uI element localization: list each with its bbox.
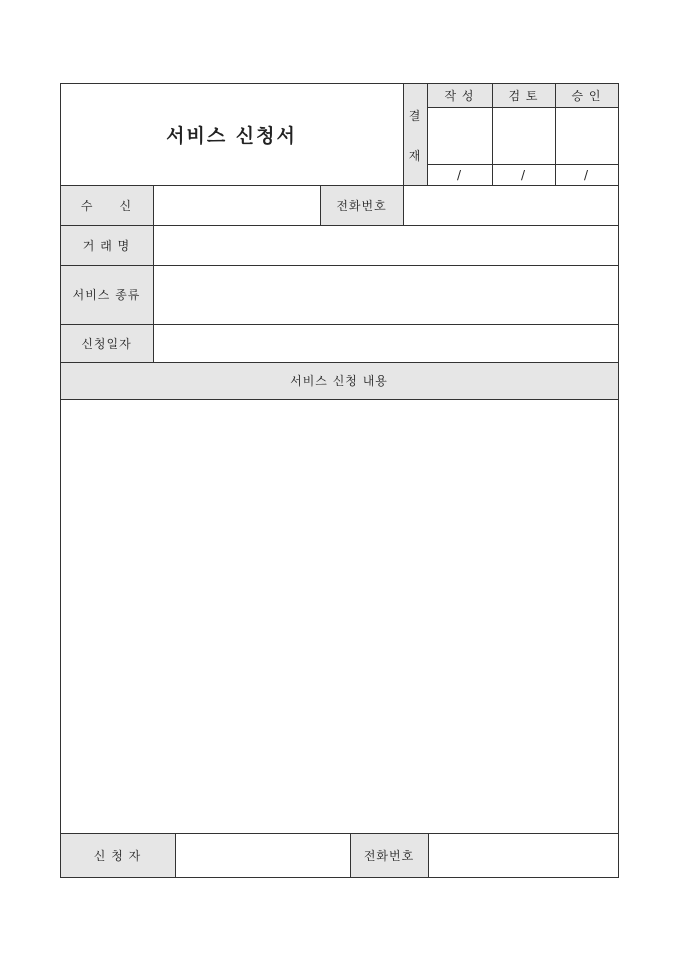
recipient-phone-label: 전화번호	[336, 198, 387, 213]
request-date-field[interactable]	[154, 325, 618, 362]
recipient-field[interactable]	[154, 186, 320, 225]
service-content-field[interactable]	[61, 400, 618, 833]
approval-date-write[interactable]: /	[456, 168, 463, 182]
form-title: 서비스 신청서	[166, 124, 297, 147]
approval-date-review[interactable]: /	[520, 168, 527, 182]
applicant-field[interactable]	[176, 834, 350, 877]
approval-side-label-top: 결	[408, 108, 422, 123]
approval-header-approve: 승 인	[571, 88, 602, 103]
request-date-label: 신청일자	[81, 336, 132, 351]
service-type-field[interactable]	[154, 266, 618, 324]
approval-header-write: 작 성	[444, 88, 475, 103]
applicant-phone-label: 전화번호	[363, 848, 415, 863]
approval-sign-write[interactable]	[428, 108, 492, 164]
section-header: 서비스 신청 내용	[290, 374, 388, 388]
approval-date-approve[interactable]: /	[583, 168, 590, 182]
approval-left-border	[403, 83, 404, 185]
approval-sign-approve[interactable]	[556, 108, 618, 164]
recipient-phone-field[interactable]	[404, 186, 618, 225]
recipient-label: 수 신	[80, 198, 133, 213]
company-field[interactable]	[154, 226, 618, 265]
service-type-label: 서비스 종류	[72, 288, 141, 302]
approval-side-label-bottom: 재	[408, 148, 422, 163]
company-label: 거 래 명	[82, 238, 131, 253]
applicant-phone-field[interactable]	[429, 834, 618, 877]
applicant-label: 신 청 자	[93, 848, 142, 863]
approval-header-review: 검 토	[508, 88, 539, 103]
approval-sign-review[interactable]	[493, 108, 555, 164]
